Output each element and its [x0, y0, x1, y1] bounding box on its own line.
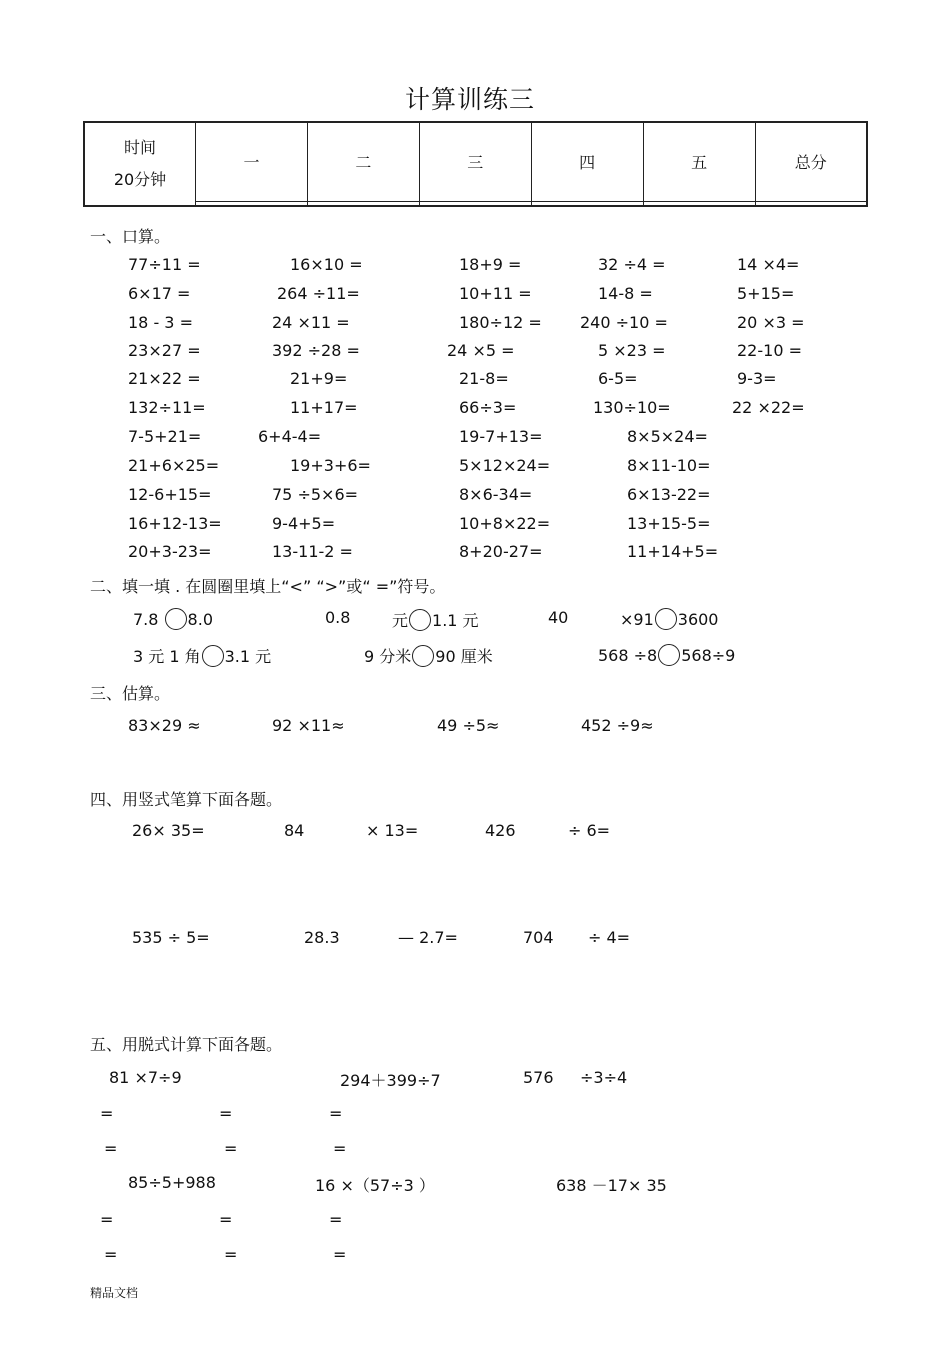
oral-calc-item: 20 ×3 =	[737, 313, 805, 332]
oral-calc-item: 7-5+21=	[128, 427, 202, 446]
oral-calc-item: 22 ×22=	[732, 398, 805, 417]
section-heading-2: 二、填一填 . 在圆圈里填上“<” “>”或“ =”符号。	[90, 577, 446, 596]
compare-right: 8.0	[187, 610, 213, 629]
compare-item	[364, 644, 493, 667]
compare-left: 7.8	[133, 610, 159, 629]
compare-item	[598, 644, 735, 666]
stepwise-calc-item: 638 －17× 35	[556, 1176, 667, 1195]
estimate-item: 49 ÷5≈	[437, 716, 500, 735]
stepwise-calc-item: ÷3÷4	[580, 1068, 628, 1087]
compare-right: 1.1 元	[432, 611, 479, 630]
compare-circle[interactable]	[412, 645, 434, 667]
equals-sign: =	[329, 1104, 343, 1123]
equals-sign: =	[104, 1245, 118, 1264]
oral-calc-item: 21+6×25=	[128, 456, 220, 475]
vertical-calc-item: ÷ 6=	[568, 821, 611, 840]
oral-calc-item: 180÷12 =	[459, 313, 542, 332]
equals-sign: =	[224, 1139, 238, 1158]
header-cell: 三	[419, 122, 531, 201]
stepwise-calc-item: 85÷5+988	[128, 1173, 216, 1192]
score-table	[83, 121, 868, 207]
page-title: 计算训练三	[404, 85, 535, 114]
score-input-3[interactable]	[419, 201, 531, 206]
time-value: 20分钟	[113, 170, 167, 189]
stepwise-calc-item: 576	[523, 1068, 554, 1087]
section-heading-1: 一、口算。	[90, 227, 171, 246]
header-cell: 四	[531, 122, 643, 201]
compare-right: 3600	[677, 610, 719, 629]
oral-calc-item: 18+9 =	[459, 255, 522, 274]
equals-sign: =	[104, 1139, 118, 1158]
time-label: 时间	[123, 138, 156, 157]
oral-calc-item: 21-8=	[459, 369, 509, 388]
oral-calc-item: 13-11-2 =	[272, 542, 353, 561]
oral-calc-item: 11+17=	[290, 398, 358, 417]
oral-calc-item: 9-4+5=	[272, 514, 336, 533]
vertical-calc-item: ÷ 4=	[588, 928, 631, 947]
oral-calc-item: 21+9=	[290, 369, 348, 388]
vertical-calc-item: 535 ÷ 5=	[132, 928, 210, 947]
oral-calc-item: 8×5×24=	[627, 427, 708, 446]
oral-calc-item: 20+3-23=	[128, 542, 212, 561]
oral-calc-item: 8+20-27=	[459, 542, 543, 561]
oral-calc-item: 16+12-13=	[128, 514, 222, 533]
compare-left: 3 元 1 角	[133, 647, 201, 666]
oral-calc-item: 8×6-34=	[459, 485, 533, 504]
oral-calc-item: 6×17 =	[128, 284, 191, 303]
vertical-calc-item: 84	[284, 821, 305, 840]
compare-unit: 元	[392, 611, 409, 630]
header-cell: 二	[307, 122, 419, 201]
equals-sign: =	[224, 1245, 238, 1264]
vertical-calc-item: × 13=	[366, 821, 419, 840]
equals-sign: =	[100, 1210, 114, 1229]
vertical-calc-item: 26× 35=	[132, 821, 205, 840]
oral-calc-item: 75 ÷5×6=	[272, 485, 359, 504]
oral-calc-item: 19+3+6=	[290, 456, 371, 475]
oral-calc-item: 5+15=	[737, 284, 795, 303]
oral-calc-item: 24 ×5 =	[447, 341, 515, 360]
compare-item	[548, 608, 568, 627]
oral-calc-item: 14 ×4=	[737, 255, 800, 274]
equals-sign: =	[219, 1210, 233, 1229]
compare-right: 90 厘米	[435, 647, 493, 666]
compare-item	[133, 644, 271, 667]
compare-circle[interactable]	[655, 608, 677, 630]
oral-calc-item: 5×12×24=	[459, 456, 551, 475]
vertical-calc-item: 704	[523, 928, 554, 947]
oral-calc-item: 22-10 =	[737, 341, 802, 360]
oral-calc-item: 6-5=	[598, 369, 638, 388]
oral-calc-item: 130÷10=	[593, 398, 671, 417]
score-input-4[interactable]	[531, 201, 643, 206]
oral-calc-item: 132÷11=	[128, 398, 206, 417]
section-heading-5: 五、用脱式计算下面各题。	[90, 1035, 283, 1054]
oral-calc-item: 10+8×22=	[459, 514, 551, 533]
compare-circle[interactable]	[165, 608, 187, 630]
oral-calc-item: 32 ÷4 =	[598, 255, 666, 274]
footer-text: 精品文档	[90, 1286, 139, 1300]
score-input-2[interactable]	[307, 201, 419, 206]
compare-item	[620, 608, 718, 630]
header-cell: 五	[643, 122, 755, 201]
compare-item	[325, 608, 350, 627]
compare-left: 0.8	[325, 608, 351, 627]
section-heading-3: 三、估算。	[90, 684, 171, 703]
oral-calc-item: 24 ×11 =	[272, 313, 350, 332]
equals-sign: =	[329, 1210, 343, 1229]
oral-calc-item: 5 ×23 =	[598, 341, 666, 360]
oral-calc-item: 14-8 =	[598, 284, 653, 303]
vertical-calc-item: — 2.7=	[398, 928, 458, 947]
compare-right: 3.1 元	[224, 647, 272, 666]
header-cell-total: 总分	[755, 122, 867, 201]
estimate-item: 92 ×11≈	[272, 716, 345, 735]
stepwise-calc-item: 16 ×（57÷3 ）	[315, 1176, 435, 1195]
oral-calc-item: 66÷3=	[459, 398, 517, 417]
oral-calc-item: 18 - 3 =	[128, 313, 193, 332]
vertical-calc-item: 28.3	[304, 928, 340, 947]
compare-mid: ×91	[620, 610, 654, 629]
compare-left: 568 ÷8	[598, 646, 658, 665]
time-cell	[84, 122, 196, 206]
oral-calc-item: 19-7+13=	[459, 427, 543, 446]
compare-circle[interactable]	[409, 609, 431, 631]
oral-calc-item: 6+4-4=	[258, 427, 322, 446]
compare-circle[interactable]	[658, 644, 680, 666]
oral-calc-item: 6×13-22=	[627, 485, 711, 504]
oral-calc-item: 264 ÷11=	[277, 284, 360, 303]
oral-calc-item: 11+14+5=	[627, 542, 719, 561]
compare-item	[392, 608, 479, 631]
oral-calc-item: 240 ÷10 =	[580, 313, 668, 332]
oral-calc-item: 10+11 =	[459, 284, 532, 303]
equals-sign: =	[333, 1139, 347, 1158]
score-input-1[interactable]	[196, 201, 308, 206]
estimate-item: 83×29 ≈	[128, 716, 201, 735]
equals-sign: =	[333, 1245, 347, 1264]
oral-calc-item: 77÷11 =	[128, 255, 201, 274]
compare-left: 40	[548, 608, 569, 627]
score-input-5[interactable]	[643, 201, 755, 206]
compare-left: 9 分米	[364, 647, 412, 666]
compare-circle[interactable]	[202, 645, 224, 667]
oral-calc-item: 23×27 =	[128, 341, 201, 360]
oral-calc-item: 12-6+15=	[128, 485, 212, 504]
compare-item	[133, 608, 213, 630]
section-heading-4: 四、用竖式笔算下面各题。	[90, 790, 283, 809]
stepwise-calc-item: 81 ×7÷9	[109, 1068, 182, 1087]
stepwise-calc-item: 294＋399÷7	[340, 1071, 441, 1090]
oral-calc-item: 8×11-10=	[627, 456, 711, 475]
estimate-item: 452 ÷9≈	[581, 716, 654, 735]
equals-sign: =	[219, 1104, 233, 1123]
equals-sign: =	[100, 1104, 114, 1123]
compare-right: 568÷9	[681, 646, 736, 665]
oral-calc-item: 16×10 =	[290, 255, 363, 274]
header-cell: 一	[196, 122, 308, 201]
oral-calc-item: 9-3=	[737, 369, 777, 388]
oral-calc-item: 392 ÷28 =	[272, 341, 360, 360]
oral-calc-item: 13+15-5=	[627, 514, 711, 533]
score-input-total[interactable]	[755, 201, 867, 206]
vertical-calc-item: 426	[485, 821, 516, 840]
oral-calc-item: 21×22 =	[128, 369, 201, 388]
